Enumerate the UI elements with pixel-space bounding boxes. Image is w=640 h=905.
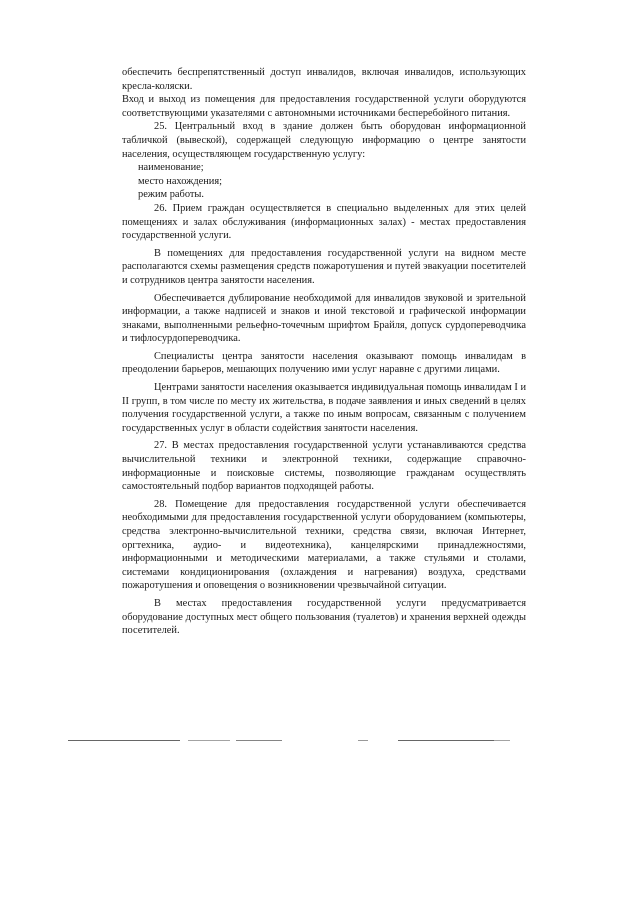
paragraph: обеспечить беспрепятственный доступ инвалидов, включая инвалидов, использующих кресла-коляски. (122, 67, 526, 92)
paragraph-item-28: 28. Помещение для предоставления государственной услуги обеспечивается необходимыми для предоставления государственной услуги оборудованием (компьютеры, средства электронно-вычислительной техники, средства связи, включая Интернет, оргтехника, аудио- и видеотехника), канцелярскими принадлежностями, информационными и методическими материалами, а также стульями и столами, системами кондиционирования (охлаждения и нагревания) воздуха, средствами пожаротушения и оповещения о возникновении чрезвычайной ситуации. (122, 498, 526, 592)
list-item: режим работы. (138, 189, 204, 201)
paragraph: Специалисты центра занятости населения оказывают помощь инвалидам в преодолении барьеров, мешающих получению ими услуг наравне с другими лицами. (122, 350, 526, 376)
paragraph: В помещениях для предоставления государственной услуги на видном месте располагаются схемы размещения средств пожаротушения и путей эвакуации посетителей и сотрудников центра занятости населения. (122, 247, 526, 286)
scan-line-artifact (398, 740, 494, 741)
scan-line-artifact (188, 740, 230, 741)
paragraph: Вход и выход из помещения для предоставления государственной услуги оборудуются соответствующими указателями с автономными источниками бесперебойного питания. (122, 94, 526, 119)
paragraph: Центрами занятости населения оказывается индивидуальная помощь инвалидам I и II групп, в том числе по месту их жительства, в подаче заявления и иных сведений в целях получения государственной услуги, а также по иным вопросам, связанным с получением государственных услуг в области содействия занятости населения. (122, 382, 527, 434)
paragraph-item-25: 25. Центральный вход в здание должен быть оборудован информационной табличкой (вывеской), содержащей следующую информацию о центре занятости населения, осуществляющем государственную услугу: (122, 121, 526, 160)
paragraph-item-26: 26. Прием граждан осуществляется в специально выделенных для этих целей помещениях и залах обслуживания (информационных залах) - местах предоставления государственной услуги. (122, 202, 526, 242)
paragraph-item-27: 27. В местах предоставления государственной услуги устанавливаются средства вычислительной техники и электронной техники, содержащие справочно-информационные и поисковые системы, позволяющие гражданам осуществлять самостоятельный подбор вариантов подходящей работы. (122, 440, 526, 493)
list-item: место нахождения; (138, 175, 223, 187)
document-body (122, 66, 526, 638)
paragraph: Обеспечивается дублирование необходимой для инвалидов звуковой и зрительной информации, а также надписей и знаков и иной текстовой и графической информации знаками, выполненными рельефно-точечным шрифтом Брайля, допуск сурдопереводчика и тифлосурдопереводчика. (122, 292, 526, 345)
paragraph: В местах предоставления государственной услуги предусматривается оборудование доступных мест общего пользования (туалетов) и хранения верхней одежды посетителей. (122, 597, 526, 637)
scan-line-artifact (358, 740, 368, 741)
scan-line-artifact (68, 740, 180, 741)
scan-line-artifact (236, 740, 282, 741)
scan-line-artifact (494, 740, 510, 741)
list-item: наименование; (138, 162, 204, 174)
